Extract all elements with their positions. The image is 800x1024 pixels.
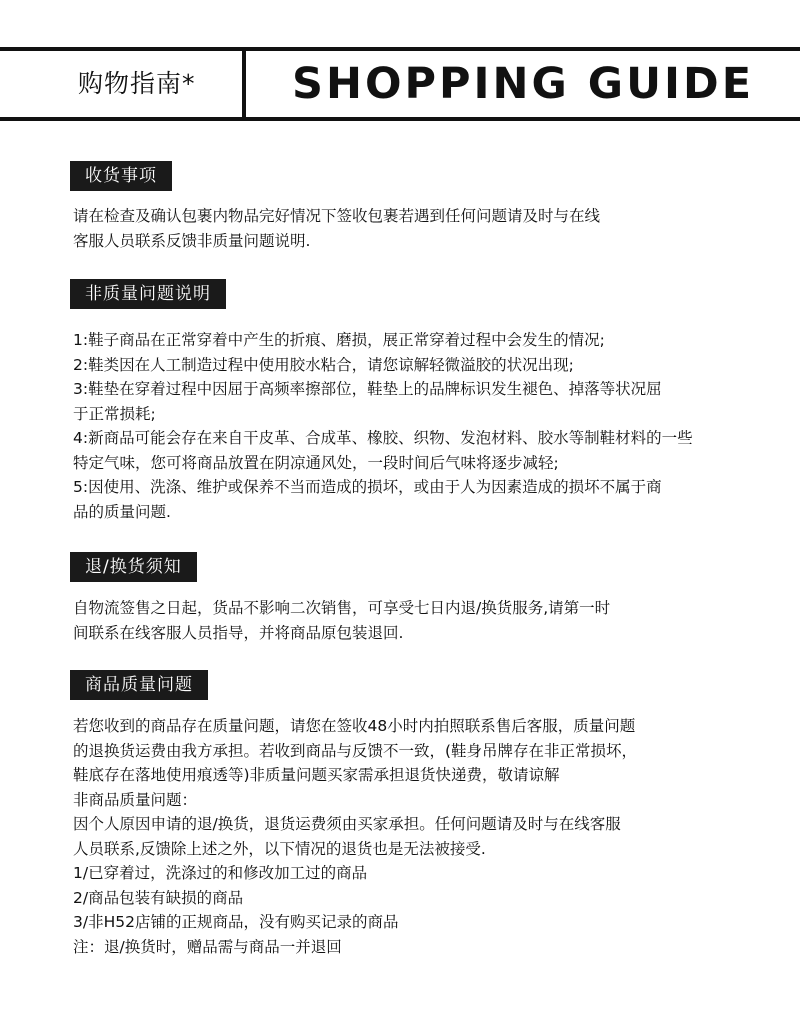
- section-title-non-quality: 非质量问题说明: [70, 279, 226, 309]
- text-line: 2/商品包装有缺损的商品: [73, 888, 244, 907]
- text-line: 非商品质量问题：: [73, 790, 198, 809]
- text-line: 品的质量问题.: [73, 502, 171, 521]
- text-line: 3:鞋垫在穿着过程中因屈于高频率擦部位，鞋垫上的品牌标识发生褪色、掉落等状况屈: [73, 380, 662, 398]
- text-line: 鞋底存在落地使用痕透等)非质量问题买家需承担退货快递费，敬请谅解: [73, 766, 560, 784]
- text-line: 2:鞋类因在人工制造过程中使用胶水粘合，请您谅解轻微溢胶的状况出现;: [73, 355, 574, 374]
- text-line: 5:因使用、洗涤、维护或保养不当而造成的损坏，或由于人为因素造成的损坏不属于商: [73, 478, 662, 496]
- title-divider: [242, 51, 246, 117]
- text-line: 3/非H52店铺的正规商品，没有购买记录的商品: [73, 913, 399, 931]
- text-line: 特定气味，您可将商品放置在阴凉通风处，一段时间后气味将逐步减轻;: [73, 453, 559, 472]
- text-line: 客服人员联系反馈非质量问题说明.: [73, 231, 311, 250]
- header-banner: [0, 47, 800, 121]
- section-title-receiving: 收货事项: [70, 161, 172, 191]
- section-body-receiving: [73, 204, 743, 253]
- text-line: 自物流签售之日起，货品不影响二次销售，可享受七日内退/换货服务,请第一时: [73, 599, 611, 617]
- title-cn: 购物指南*: [78, 69, 196, 98]
- text-line: 的退换货运费由我方承担。若收到商品与反馈不一致，(鞋身吊牌存在非正常损坏，: [73, 741, 638, 760]
- text-line: 4:新商品可能会存在来自干皮革、合成革、橡胶、织物、发泡材料、胶水等制鞋材料的一些: [73, 429, 693, 447]
- text-line: 间联系在线客服人员指导，并将商品原包装退回.: [73, 623, 404, 642]
- section-body-return-notice: [73, 596, 743, 645]
- section-title-return-notice: 退/换货须知: [70, 552, 197, 582]
- text-line: 请在检查及确认包裹内物品完好情况下签收包裹若遇到任何问题请及时与在线: [73, 207, 601, 225]
- text-line: 于正常损耗;: [73, 404, 156, 423]
- text-line: 1:鞋子商品在正常穿着中产生的折痕、磨损，展正常穿着过程中会发生的情况;: [73, 331, 605, 349]
- text-line: 因个人原因申请的退/换货，退货运费须由买家承担。任何问题请及时与在线客服: [73, 815, 621, 833]
- section-body-quality-issues: [73, 714, 743, 959]
- text-line: 若您收到的商品存在质量问题，请您在签收48小时内拍照联系售后客服，质量问题: [73, 717, 636, 735]
- text-line: 1/已穿着过，洗涤过的和修改加工过的商品: [73, 864, 368, 882]
- section-body-non-quality: [73, 328, 743, 524]
- text-line: 注：退/换货时，赠品需与商品一并退回: [73, 937, 342, 956]
- text-line: 人员联系,反馈除上述之外，以下情况的退货也是无法被接受.: [73, 839, 486, 858]
- section-title-quality-issues: 商品质量问题: [70, 670, 208, 700]
- title-en: SHOPPING GUIDE: [292, 59, 755, 109]
